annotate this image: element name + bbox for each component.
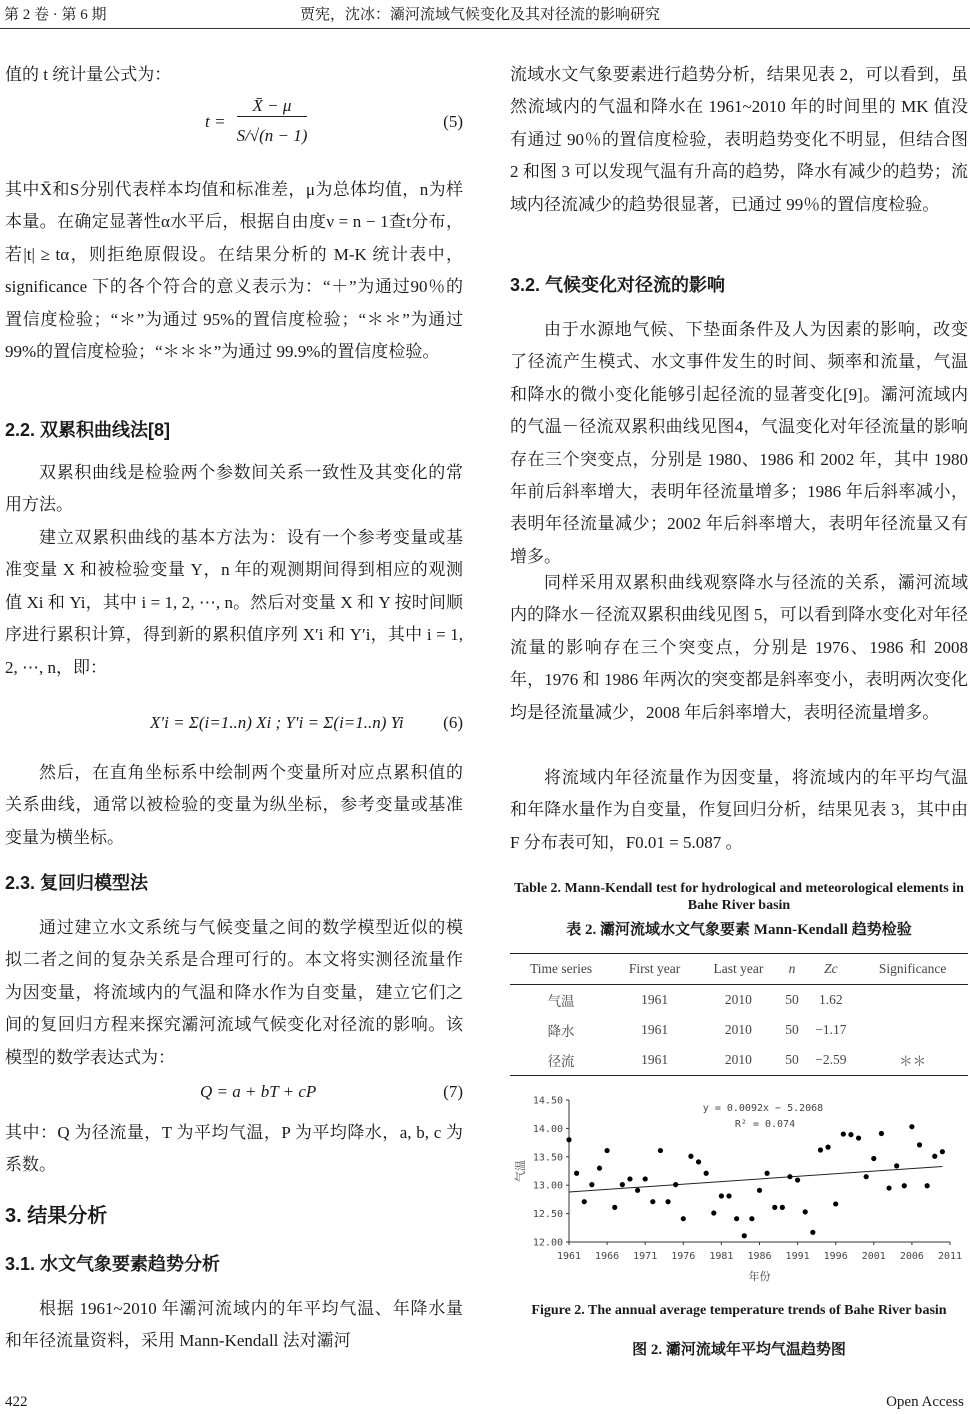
table-row <box>510 985 968 1016</box>
trend-equation: y = 0.0092x − 5.2068 <box>702 1103 824 1114</box>
figure-caption-cn: 图 2. 灞河流域年平均气温趋势图 <box>632 1342 846 1358</box>
r-squared: R² = 0.074 <box>734 1119 796 1130</box>
paragraph: 值的 t 统计量公式为： <box>5 65 172 84</box>
y-tick-label: 14.50 <box>532 1095 563 1107</box>
y-tick-label: 14.00 <box>532 1123 563 1135</box>
data-point <box>787 1174 792 1179</box>
x-tick-label: 1966 <box>595 1251 620 1262</box>
column-header: Zc <box>824 961 838 976</box>
table-cell: 1961 <box>641 992 669 1007</box>
paragraph: 建立双累积曲线的基本方法为：设有一个参考变量或基准变量 X 和被检验变量 Y，n 年的观测期间得到相应的观测值 Xi 和 Yi，其中 i = 1, 2, ⋯, n。然后对变量 X 和 Y 按时间顺序进行累积计算，得到新的累积值序列 X′i 和 Y′i，其中 i = 1, 2, ⋯, n，即： <box>5 528 463 677</box>
equation-number: (6) <box>443 713 463 732</box>
data-point <box>909 1124 914 1129</box>
table-cell: ＊＊ <box>899 1054 927 1069</box>
table-cell: 50 <box>785 1052 799 1067</box>
equation-6 <box>5 705 463 741</box>
data-point <box>620 1182 625 1187</box>
data-point <box>886 1185 891 1190</box>
page-number: 422 <box>5 1394 28 1410</box>
data-point <box>833 1201 838 1206</box>
data-point <box>871 1156 876 1161</box>
data-point <box>810 1230 815 1235</box>
paragraph: 同样采用双累积曲线观察降水与径流的关系，灞河流域内的降水－径流双累积曲线见图 5，可以看到降水变化对年径流量的影响存在三个突变点，分别是 1976、1986 和 2008 年，1976 和 1986 年两次的突变都是斜率变小，表明两次变化均是径流量减少，2008 年后斜率增大，表明径流量增多。 <box>510 573 968 722</box>
data-point <box>566 1137 571 1142</box>
section-heading: 3.1. 水文气象要素趋势分析 <box>5 1254 221 1274</box>
table-cell: 1.62 <box>819 992 843 1007</box>
x-tick-label: 2001 <box>861 1251 886 1262</box>
paragraph: 由于水源地气候、下垫面条件及人为因素的影响，改变了径流产生模式、水文事件发生的时间、频率和流量，气温和降水的微小变化能够引起径流的显著变化[9]。灞河流域内的气温－径流双累积曲线见图4，气温变化对年径流量的影响存在三个突变点，分别是 1980、1986 和 2002 年，其中 1980 年前后斜率增大，表明年径流量增多；1986 年后斜率减小，表明年径流量减少；2002 年后斜率增大，表明年径流量又有增多。 <box>510 320 968 566</box>
journal-volume: 第 2 卷 · 第 6 期 <box>4 7 107 23</box>
y-tick-label: 12.00 <box>532 1237 563 1249</box>
data-point <box>917 1142 922 1147</box>
data-point <box>574 1171 579 1176</box>
data-point <box>749 1216 754 1221</box>
page-header <box>0 0 970 29</box>
paragraph: 然后，在直角坐标系中绘制两个变量所对应点累积值的关系曲线，通常以被检验的变量为纵坐标，参考变量或基准变量为横坐标。 <box>5 763 463 847</box>
paragraph: 将流域内年径流量作为因变量，将流域内的年平均气温和年降水量作为自变量，作复回归分析，结果见表 3，其中由 F 分布表可知，F0.01 = 5.087 。 <box>510 768 968 852</box>
x-tick-label: 1991 <box>785 1251 810 1262</box>
data-point <box>757 1188 762 1193</box>
x-tick-label: 1971 <box>633 1251 658 1262</box>
equation-numerator: X̄ − μ <box>237 96 307 117</box>
data-point <box>765 1171 770 1176</box>
table-cell: −2.59 <box>815 1052 847 1067</box>
publisher-label: Open Access <box>886 1394 964 1410</box>
table-cell <box>857 1015 968 1045</box>
data-point <box>673 1182 678 1187</box>
data-point <box>818 1147 823 1152</box>
x-tick-label: 1986 <box>747 1251 772 1262</box>
data-point <box>879 1131 884 1136</box>
data-point <box>704 1171 709 1176</box>
table-cell: 2010 <box>724 1052 752 1067</box>
table-cell: 2010 <box>724 1022 752 1037</box>
data-point <box>681 1216 686 1221</box>
data-point <box>925 1183 930 1188</box>
data-point <box>665 1199 670 1204</box>
equation-5 <box>5 92 463 162</box>
data-point <box>589 1182 594 1187</box>
x-tick-label: 1976 <box>671 1251 696 1262</box>
table-caption-cn: 表 2. 灞河流域水文气象要素 Mann-Kendall 趋势检验 <box>566 922 912 938</box>
equation-formula: Q = a + bT + cP <box>200 1082 317 1101</box>
table-cell: 降水 <box>547 1024 575 1039</box>
equation-lhs: t = <box>205 112 226 131</box>
data-point <box>848 1132 853 1137</box>
equation-denominator: S/√(n − 1) <box>236 126 308 145</box>
data-point <box>711 1210 716 1215</box>
paragraph: 根据 1961~2010 年灞河流域内的年平均气温、年降水量和年径流量资料，采用 Mann-Kendall 法对灞河 <box>5 1299 463 1351</box>
section-heading: 2.2. 双累积曲线法[8] <box>5 420 171 440</box>
y-tick-label: 13.00 <box>532 1180 563 1192</box>
data-point <box>825 1145 830 1150</box>
data-point <box>734 1216 739 1221</box>
paragraph: 其中X̄和S分别代表样本均值和标准差，μ为总体均值，n为样本量。在确定显著性α水平后，根据自由度ν = n − 1查t分布，若|t| ≥ tα，则拒绝原假设。在结果分析的 M-K 统计表中，significance 下的各个符合的意义表示为：“＋”为通过90％的置信度检验；“＊”为通过 95%的置信度检验；“＊＊”为通过 99%的置信度检验；“＊＊＊”为通过 99.9%的置信度检验。 <box>5 180 463 362</box>
table-cell <box>857 985 968 1016</box>
section-heading: 3.2. 气候变化对径流的影响 <box>510 275 726 295</box>
equation-number: (5) <box>443 112 463 131</box>
equation-formula: X′i = Σ(i=1..n) Xi ; Y′i = Σ(i=1..n) Yi <box>150 713 404 732</box>
y-tick-label: 12.50 <box>532 1209 563 1221</box>
table-cell: 50 <box>785 992 799 1007</box>
column-header: Last year <box>713 961 764 976</box>
temperature-trend-chart <box>510 1085 970 1295</box>
running-title: 贾宪，沈冰：灞河流域气候变化及其对径流的影响研究 <box>300 7 661 23</box>
table-cell: −1.17 <box>815 1022 847 1037</box>
column-header: n <box>788 961 796 976</box>
table-cell: 1961 <box>641 1022 669 1037</box>
trend-line <box>569 1166 942 1192</box>
data-point <box>940 1149 945 1154</box>
table-header-row <box>510 954 968 985</box>
data-point <box>864 1174 869 1179</box>
y-axis-label: 气温 <box>514 1160 527 1182</box>
section-heading: 2.3. 复回归模型法 <box>5 873 149 893</box>
data-point <box>742 1233 747 1238</box>
data-point <box>612 1205 617 1210</box>
column-header: First year <box>628 961 681 976</box>
data-point <box>627 1176 632 1181</box>
table-row <box>510 1045 968 1076</box>
x-tick-label: 1996 <box>823 1251 848 1262</box>
table-cell: 50 <box>785 1022 799 1037</box>
data-point <box>803 1209 808 1214</box>
paragraph: 流域水文气象要素进行趋势分析，结果见表 2，可以看到，虽然流域内的气温和降水在 1961~2010 年的时间里的 MK 值没有通过 90％的置信度检验，表明趋势变化不明显，但结合图 2 和图 3 可以发现气温有升高的趋势，降水有减少的趋势；流域内径流减少的趋势很显著，已通过 99％的置信度检验。 <box>510 65 968 214</box>
paragraph: 其中：Q 为径流量，T 为平均气温，P 为平均降水，a, b, c 为系数。 <box>5 1123 463 1175</box>
data-point <box>726 1193 731 1198</box>
x-tick-label: 1981 <box>709 1251 734 1262</box>
column-header: Significance <box>878 961 947 976</box>
table-cell: 2010 <box>724 992 752 1007</box>
table-caption-en: Table 2. Mann-Kendall test for hydrological and meteorological elements in Bahe River basin <box>514 881 964 913</box>
y-tick-label: 13.50 <box>532 1152 563 1164</box>
equation-number: (7) <box>443 1082 463 1101</box>
table-cell: 气温 <box>547 994 575 1009</box>
data-point <box>894 1163 899 1168</box>
data-point <box>650 1199 655 1204</box>
paragraph: 通过建立水文系统与气候变量之间的数学模型近似的模拟二者之间的复杂关系是合理可行的。本文将实测径流量作为因变量，将流域内的气温和降水作为自变量，建立它们之间的复回归方程来探究灞河流域气候变化对径流的影响。该模型的数学表达式为： <box>5 918 463 1067</box>
data-point <box>719 1193 724 1198</box>
data-point <box>902 1183 907 1188</box>
column-header: Time series <box>529 961 593 976</box>
data-point <box>932 1154 937 1159</box>
data-point <box>635 1188 640 1193</box>
data-point <box>597 1166 602 1171</box>
data-point <box>841 1131 846 1136</box>
data-point <box>795 1177 800 1182</box>
x-tick-label: 2006 <box>899 1251 924 1262</box>
data-point <box>688 1154 693 1159</box>
data-point <box>658 1148 663 1153</box>
table-row <box>510 1015 968 1045</box>
data-point <box>605 1148 610 1153</box>
data-point <box>780 1205 785 1210</box>
data-point <box>582 1199 587 1204</box>
section-heading: 3. 结果分析 <box>5 1205 108 1227</box>
data-point <box>856 1135 861 1140</box>
data-point <box>696 1159 701 1164</box>
table-cell: 径流 <box>547 1054 575 1069</box>
paragraph: 双累积曲线是检验两个参数间关系一致性及其变化的常用方法。 <box>5 463 463 515</box>
x-tick-label: 1961 <box>556 1251 582 1262</box>
mann-kendall-table <box>510 953 968 1076</box>
equation-7 <box>5 1082 463 1106</box>
figure-caption-en: Figure 2. The annual average temperature trends of Bahe River basin <box>531 1303 947 1318</box>
x-axis-label: 年份 <box>748 1270 771 1283</box>
x-tick-label: 2011 <box>937 1251 963 1262</box>
table-cell: 1961 <box>641 1052 669 1067</box>
data-point <box>772 1205 777 1210</box>
data-point <box>643 1176 648 1181</box>
